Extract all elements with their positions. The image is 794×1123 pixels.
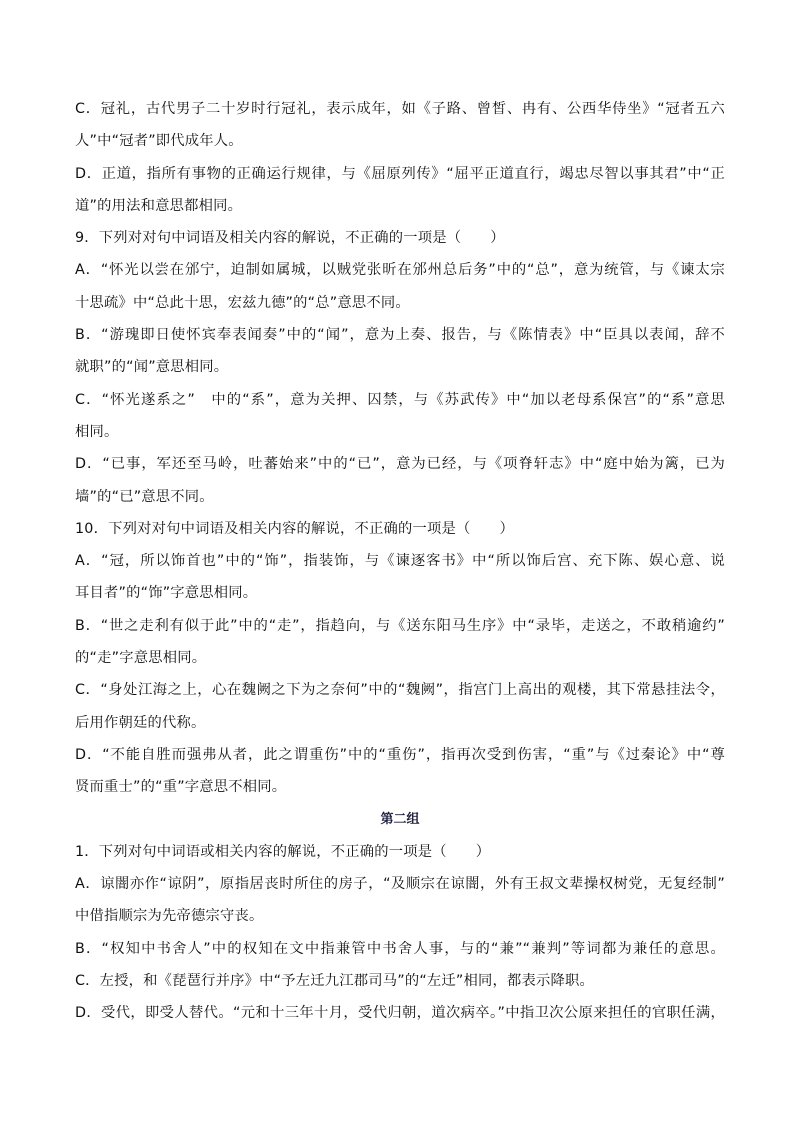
q10-option-d-line-1: D．“不能自胜而强弗从者，此之谓重伤”中的“重伤”，指再次受到伤害，“重”与《过秦论》中“尊 <box>75 746 725 763</box>
question-10: 10．下列对对句中词语及相关内容的解说，不正确的一项是（ ） <box>75 520 514 537</box>
q10-option-a-line-2: 耳目者”的“饰”字意思相同。 <box>75 585 258 602</box>
q9-option-b-line-1: B．“游瑰即日使怀宾奉表闻奏”中的“闻”，意为上奏、报告，与《陈情表》中“臣具以表闻，辞不 <box>75 327 725 344</box>
text-line-d-zhengdao-1: D．正道，指所有事物的正确运行规律，与《屈原列传》“屈平正道直行，竭忠尽智以事其君”中“正 <box>75 165 725 182</box>
q9-option-b-line-2: 就职”的“闻”意思相同。 <box>75 359 229 376</box>
text-line-d-zhengdao-2: 道”的用法和意思都相同。 <box>75 197 243 214</box>
text-line-c-guanli-2: 人”中“冠者”即代成年人。 <box>75 133 243 150</box>
q1-option-a-line-1: A．谅闇亦作“谅阴”，原指居丧时所住的房子，“及顺宗在谅闇，外有王叔文辈操权树党，无复经制” <box>75 876 725 893</box>
q10-option-c-line-1: C．“身处江海之上，心在魏阙之下为之奈何”中的“魏阙”，指宫门上高出的观楼，其下常悬挂法令， <box>75 682 725 699</box>
q9-option-a-line-1: A．“怀光以尝在邠宁，迫制如属城，以贼党张昕在邠州总后务”中的“总”，意为统管，与《谏太宗 <box>75 262 725 279</box>
question-1: 1．下列对句中词语或相关内容的解说，不正确的一项是（ ） <box>75 843 491 860</box>
q9-option-d-line-1: D．“已事，军还至马岭，吐蕃始来”中的“已”，意为已经，与《项脊轩志》中“庭中始为篱，已为 <box>75 456 725 473</box>
q10-option-b-line-2: 的“走”字意思相同。 <box>75 650 207 667</box>
document-body <box>75 99 725 1036</box>
q9-option-c-line-2: 相同。 <box>75 423 119 440</box>
q1-option-b-line-1: B．“权知中书舍人”中的权知在文中指兼管中书舍人事，与的“兼”“兼判”等词都为兼任的意思。 <box>75 940 725 957</box>
question-9: 9．下列对对句中词语及相关内容的解说，不正确的一项是（ ） <box>75 230 505 247</box>
q9-option-a-line-2: 十思疏》中“总此十思，宏兹九德”的“总”意思不同。 <box>75 294 410 311</box>
q1-option-c-line-1: C．左授，和《琵琶行并序》中“予左迁九江郡司马”的“左迁”相同，都表示降职。 <box>75 973 595 990</box>
section-heading: 第二组 <box>380 811 420 827</box>
q10-option-c-line-2: 后用作朝廷的代称。 <box>75 714 206 731</box>
q9-option-c-line-1: C．“怀光遂系之” 中的“系”，意为关押、囚禁，与《苏武传》中“加以老母系保宫”的“系”意思 <box>75 391 725 408</box>
text-line-c-guanli-1: C．冠礼，古代男子二十岁时行冠礼，表示成年，如《子路、曾皙、冉有、公西华侍坐》“冠者五六 <box>75 101 725 117</box>
q10-option-a-line-1: A．“冠，所以饰首也”中的“饰”，指装饰，与《谏逐客书》中“所以饰后宫、充下陈、娱心意、说 <box>75 553 725 570</box>
q1-option-a-line-2: 中借指顺宗为先帝德宗守丧。 <box>75 908 264 925</box>
q9-option-d-line-2: 墙”的“已”意思不同。 <box>75 488 214 505</box>
q10-option-d-line-2: 贤而重士”的“重”字意思不相同。 <box>75 779 287 796</box>
q10-option-b-line-1: B．“世之走利有似于此”中的“走”，指趋向，与《送东阳马生序》中“录毕，走送之，不敢稍逾约” <box>75 617 725 634</box>
q1-option-d-line-1: D．受代，即受人替代。“元和十三年十月，受代归朝，道次病卒。”中指卫次公原来担任的官职任满， <box>75 1005 725 1022</box>
